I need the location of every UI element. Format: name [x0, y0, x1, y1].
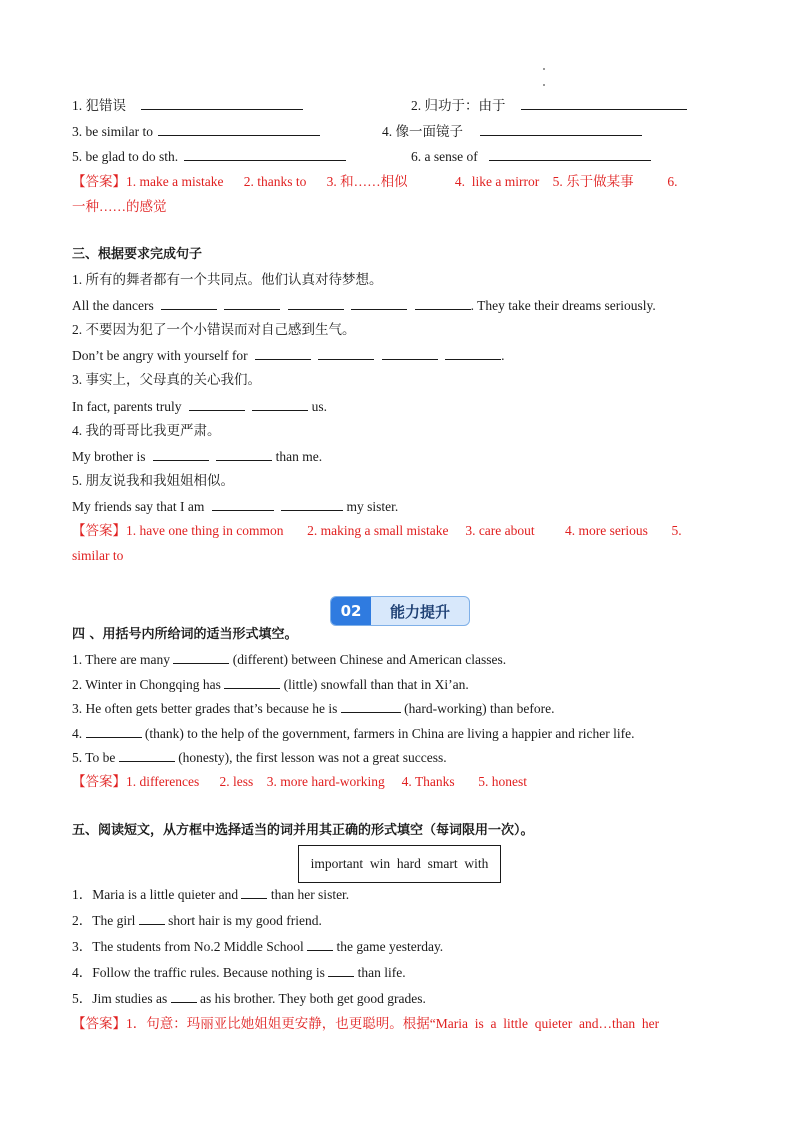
vocab-item-4: 4. 像一面镜子 [382, 122, 642, 141]
question-en: My brother is than me. [72, 449, 323, 464]
vocab-item-5: 5. be glad to do sth. [72, 147, 346, 166]
question: 2. Winter in Chongqing has (little) snowfall than that in Xi’an. [72, 677, 469, 692]
answer-blank[interactable] [382, 346, 438, 360]
question: 4．Follow the traffic rules. Because nothing is than life. [72, 965, 406, 980]
question-en: My friends say that I am my sister. [72, 499, 399, 514]
answer-blank[interactable] [521, 96, 687, 110]
answer-blank[interactable] [351, 296, 407, 310]
answer-blank[interactable] [307, 937, 333, 951]
question: 1．Maria is a little quieter and than her sister. [72, 887, 350, 902]
answer-blank[interactable] [288, 296, 344, 310]
answer-blank[interactable] [252, 397, 308, 411]
answer-blank[interactable] [445, 346, 501, 360]
question: 4. (thank) to the help of the government, farmers in China are living a happier and richer life. [72, 726, 635, 741]
answer-blank[interactable] [173, 650, 229, 664]
question-cn: 1. 所有的舞者都有一个共同点。他们认真对待梦想。 [72, 272, 383, 287]
scan-mark [543, 68, 545, 70]
question: 2．The girl short hair is my good friend. [72, 913, 322, 928]
answer-blank[interactable] [224, 675, 280, 689]
answer-blank[interactable] [141, 96, 303, 110]
vocab-item-2: 2. 归功于：由于 [411, 96, 687, 115]
answer-blank[interactable] [281, 497, 343, 511]
question-cn: 3. 事实上，父母真的关心我们。 [72, 372, 261, 387]
answer-blank[interactable] [189, 397, 245, 411]
section-heading: 三、根据要求完成句子 [72, 247, 203, 262]
question-cn: 4. 我的哥哥比我更严肃。 [72, 423, 221, 438]
section-heading: 五、阅读短文，从方框中选择适当的词并用其正确的形式填空（每词限用一次）。 [72, 823, 534, 838]
question: 5．Jim studies as as his brother. They both get good grades. [72, 991, 426, 1006]
answer-blank[interactable] [341, 699, 401, 713]
answer-key-cont: similar to [72, 548, 124, 563]
answer-blank[interactable] [216, 447, 272, 461]
vocab-item-1: 1. 犯错误 [72, 96, 303, 115]
answer-key: 【答案】1. differences 2. less 3. more hard-working 4. Thanks 5. honest [72, 774, 528, 789]
answer-key-cont: 一种……的感觉 [72, 199, 167, 214]
section-heading: 四 、用括号内所给词的适当形式填空。 [72, 627, 298, 642]
answer-blank[interactable] [184, 147, 346, 161]
answer-blank[interactable] [489, 147, 651, 161]
answer-blank[interactable] [139, 911, 165, 925]
answer-key: 【答案】1．句意：玛丽亚比她姐姐更安静，也更聪明。根据“Maria is a little quieter and…than her [72, 1016, 660, 1031]
answer-blank[interactable] [318, 346, 374, 360]
answer-blank[interactable] [224, 296, 280, 310]
answer-blank[interactable] [153, 447, 209, 461]
scan-mark [543, 84, 545, 86]
question: 3．The students from No.2 Middle School the game yesterday. [72, 939, 444, 954]
question-en: In fact, parents truly us. [72, 399, 327, 414]
question-cn: 5. 朋友说我和我姐姐相似。 [72, 473, 234, 488]
answer-blank[interactable] [415, 296, 471, 310]
answer-blank[interactable] [241, 885, 267, 899]
word-bank-box [298, 845, 501, 883]
answer-blank[interactable] [161, 296, 217, 310]
question: 5. To be (honesty), the first lesson was not a great success. [72, 750, 447, 765]
question-en: All the dancers . They take their dreams seriously. [72, 298, 656, 313]
badge-title: 能力提升 [389, 602, 450, 621]
section-badge [330, 596, 470, 626]
answer-blank[interactable] [171, 989, 197, 1003]
vocab-item-6: 6. a sense of [411, 147, 651, 166]
answer-key: 【答案】1. have one thing in common 2. making a small mistake 3. care about 4. more serious 5. [72, 523, 682, 538]
answer-blank[interactable] [119, 748, 175, 762]
answer-blank[interactable] [86, 724, 142, 738]
badge-number: 02 [331, 597, 371, 625]
question: 1. There are many (different) between Chinese and American classes. [72, 652, 507, 667]
question-cn: 2. 不要因为犯了一个小错误而对自己感到生气。 [72, 322, 356, 337]
answer-blank[interactable] [255, 346, 311, 360]
answer-blank[interactable] [158, 122, 320, 136]
answer-blank[interactable] [328, 963, 354, 977]
answer-key: 【答案】1. make a mistake 2. thanks to 3. 和……相似 4. like a mirror 5. 乐于做某事 6. [72, 174, 678, 189]
answer-blank[interactable] [212, 497, 274, 511]
vocab-item-3: 3. be similar to [72, 122, 320, 141]
word-bank: important win hard smart with [310, 856, 489, 871]
answer-blank[interactable] [480, 122, 642, 136]
question-en: Don’t be angry with yourself for . [72, 348, 505, 363]
question: 3. He often gets better grades that’s because he is (hard-working) than before. [72, 701, 555, 716]
